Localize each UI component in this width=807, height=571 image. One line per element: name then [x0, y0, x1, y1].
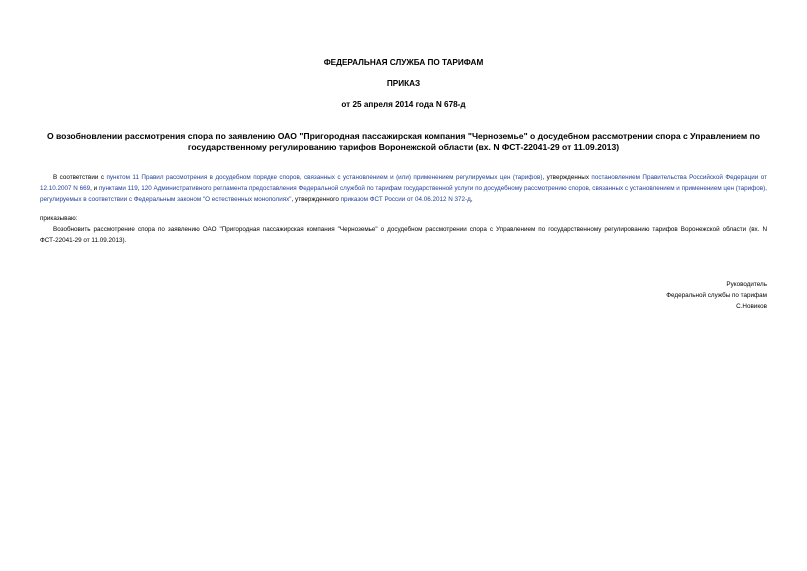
order-word: приказываю:	[40, 215, 78, 222]
signature-name: С.Новиков	[736, 303, 767, 310]
signature-organization: Федеральной службы по тарифам	[666, 292, 767, 299]
link-administrative-regulation[interactable]: Административного регламента предоставления Федеральной службой по тарифам государственной услуги по досудебному рассмотрению споров, связанных с установлением и применением цен (тарифов), регулируемых в соответствии с Федеральным законом "О естественных монополиях"	[40, 185, 767, 203]
text: ,	[470, 196, 473, 203]
text: , и	[90, 185, 99, 192]
link-dispute-rules[interactable]: Правил рассмотрения в досудебном порядке споров, связанных с установлением и (или) применением регулируемых цен (тарифов)	[141, 174, 543, 181]
signature-position: Руководитель	[726, 281, 767, 288]
document-title: О возобновлении рассмотрения спора по заявлению ОАО "Пригородная пассажирская компания "Черноземье" о досудебном рассмотрении спора с Управлением по государственному регулированию тарифов Воронежской области (вх. N ФСТ-22041-29 от 11.09.2013)	[46, 131, 761, 152]
text: , утвержденного	[291, 196, 341, 203]
text: ,	[137, 185, 142, 192]
document-date-number: от 25 апреля 2014 года N 678-д	[341, 100, 466, 109]
document-type: ПРИКАЗ	[386, 79, 421, 88]
signature-block	[666, 279, 767, 312]
preamble-paragraph	[40, 172, 767, 205]
resolution-paragraph: Возобновить рассмотрение спора по заявлению ОАО "Пригородная пассажирская компания "Черноземье" о досудебном рассмотрении спора с Управлением по государственному регулированию тарифов Воронежской области (вх. N ФСТ-22041-29 от 11.09.2013).	[40, 226, 767, 244]
link-item-120[interactable]: 120	[141, 185, 152, 192]
agency-name: ФЕДЕРАЛЬНАЯ СЛУЖБА ПО ТАРИФАМ	[323, 58, 484, 67]
link-items-119[interactable]: пунктами 119	[98, 185, 138, 192]
link-rules-item-11[interactable]: пунктом 11	[106, 174, 139, 181]
text: В соответствии с	[53, 174, 107, 181]
link-government-decree[interactable]: постановлением Правительства Российской Федерации от 12.10.2007 N 669	[40, 174, 768, 192]
text: , утвержденных	[542, 174, 592, 181]
link-fst-order[interactable]: приказом ФСТ России от 04.06.2012 N 372-д	[340, 196, 471, 203]
